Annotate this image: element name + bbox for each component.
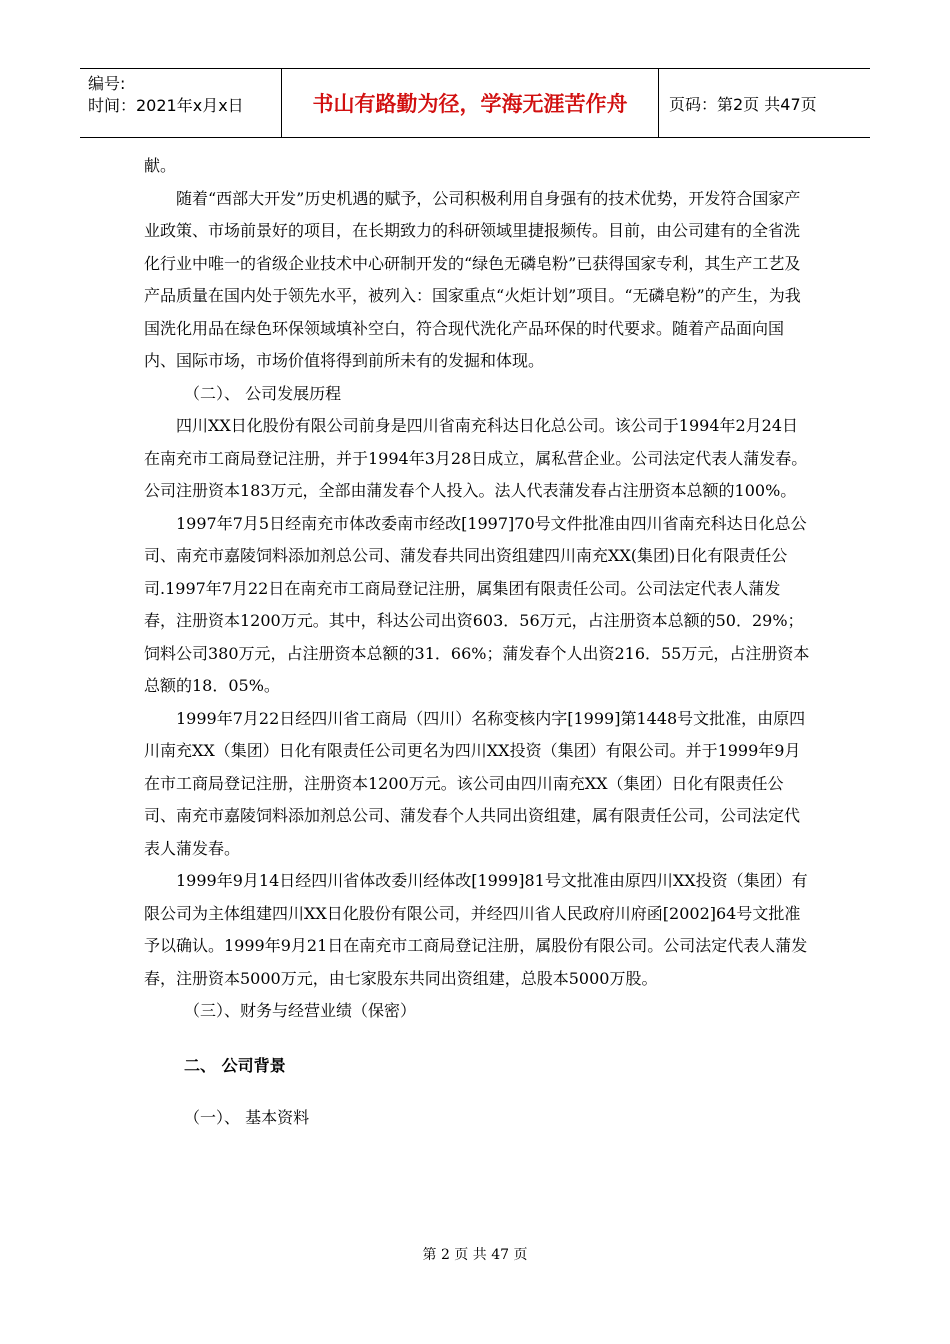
paragraph-history-1999-sept: 1999年9月14日经四川省体改委川经体改[1999]81号文批准由原四川XX投资（集团）有限公司为主体组建四川XX日化股份有限公司，并经四川省人民政府川府函[2002]64号文批准予以确认。1999年9月21日在南充市工商局登记注册，属股份有限公司。公司法定代表人蒲发春，注册资本5000万元，由七家股东共同出资组建，总股本5000万股。 [144,871,808,988]
document-time-label: 时间：2021年x月x日 [88,96,244,115]
document-body [144,150,812,1135]
section-heading-basic-info: （一）、 基本资料 [184,1108,310,1127]
header-meta [80,69,282,137]
section-heading-history: （二）、 公司发展历程 [184,383,342,403]
document-number-label: 编号: [88,74,126,93]
paragraph-western-development: 随着“西部大开发”历史机遇的赋予，公司积极利用自身强有的技术优势，开发符合国家产业政策、市场前景好的项目，在长期致力的科研领域里捷报频传。目前，由公司建有的全省洗化行业中唯一的省级企业技术中心研制开发的“绿色无磷皂粉”已获得国家专利，其生产工艺及产品质量在国内处于领先水平，被列入：国家重点“火炬计划”项目。“无磷皂粉”的产生，为我国洗化用品在绿色环保领域填补空白，符合现代洗化产品环保的时代要求。随着产品面向国内、国际市场，市场价值将得到前所未有的发掘和体现。 [144,188,801,370]
page-footer: 第 2 页 共 47 页 [422,1247,528,1263]
paragraph-history-1997: 1997年7月5日经南充市体改委南市经改[1997]70号文件批准由四川省南充科达日化总公司、南充市嘉陵饲料添加剂总公司、蒲发春共同出资组建四川南充XX(集团)日化有限责任公司.1997年7月22日在南充市工商局登记注册，属集团有限责任公司。公司法定代表人蒲发春，注册资本1200万元。其中，科达公司出资603．56万元，占注册资本总额的50．29%；饲料公司380万元，占注册资本总额的31．66%；蒲发春个人出资216．55万元，占注册资本总额的18．05%。 [144,513,810,695]
page-header [80,68,870,138]
header-page-label: 页码：第2页 共47页 [669,94,817,114]
chapter-heading-background: 二、 公司背景 [184,1055,286,1075]
section-heading-finance: （三）、财务与经营业绩（保密） [184,1001,417,1020]
paragraph-history-1994: 四川XX日化股份有限公司前身是四川省南充科达日化总公司。该公司于1994年2月24日在南充市工商局登记注册，并于1994年3月28日成立，属私营企业。公司法定代表人蒲发春。公司注册资本183万元，全部由蒲发春个人投入。法人代表蒲发春占注册资本总额的100%。 [144,416,808,500]
header-motto: 书山有路勤为径，学海无涯苦作舟 [282,69,659,137]
paragraph-history-1999-july: 1999年7月22日经四川省工商局（四川）名称变核内字[1999]第1448号文批准，由原四川南充XX（集团）日化有限责任公司更名为四川XX投资（集团）有限公司。并于1999年9月在市工商局登记注册，注册资本1200万元。该公司由四川南充XX（集团）日化有限责任公司、南充市嘉陵饲料添加剂总公司、蒲发春个人共同出资组建，属有限责任公司，公司法定代表人蒲发春。 [144,708,806,858]
paragraph-continuation: 献。 [144,156,177,175]
